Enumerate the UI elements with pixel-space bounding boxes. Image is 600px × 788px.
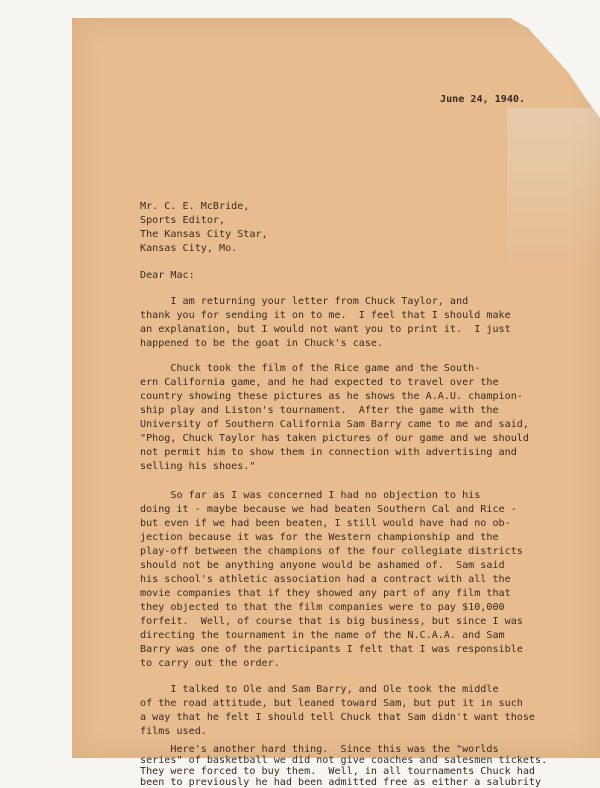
body-line: thank you for sending it on to me. I feel that I should make	[140, 310, 511, 321]
address-line: Sports Editor,	[140, 215, 226, 226]
body-line: doing it - maybe because we had beaten Southern Cal and Rice -	[140, 504, 517, 515]
body-line: to carry out the order.	[140, 658, 280, 669]
body-line: films used.	[140, 726, 207, 737]
body-line: They were forced to buy them. Well, in all tournaments Chuck had	[140, 766, 536, 777]
address-line: The Kansas City Star,	[140, 229, 268, 240]
body-line: directing the tournament in the name of the N.C.A.A. and Sam	[140, 630, 505, 641]
body-line: "Phog, Chuck Taylor has taken pictures of our game and we should	[140, 433, 529, 444]
body-line: I am returning your letter from Chuck Taylor, and	[140, 296, 469, 307]
body-line: Barry was one of the participants I felt that I was responsible	[140, 644, 523, 655]
body-line: University of Southern California Sam Barry came to me and said,	[140, 419, 529, 430]
address-line: Kansas City, Mo.	[140, 243, 238, 254]
body-line: jection because it was for the Western championship and the	[140, 532, 499, 543]
body-line: movie companies that if they showed any part of any film that	[140, 588, 511, 599]
body-line: play-off between the champions of the four collegiate districts	[140, 546, 523, 557]
body-line: should not be anything anyone would be ashamed of. Sam said	[140, 560, 505, 571]
body-line: country showing these pictures as he shows the A.A.U. champion-	[140, 391, 523, 402]
body-line: forfeit. Well, of course that is big business, but since I was	[140, 616, 523, 627]
body-line: his school's athletic association had a contract with all the	[140, 574, 511, 585]
body-line: I talked to Ole and Sam Barry, and Ole took the middle	[140, 684, 499, 695]
body-line: series" of basketball we did not give coaches and salesmen tickets.	[140, 755, 548, 766]
body-line: Here's another hard thing. Since this was the "worlds	[140, 744, 499, 755]
salutation: Dear Mac:	[140, 270, 195, 281]
body-line: but even if we had been beaten, I still would have had no ob-	[140, 518, 511, 529]
body-line: a way that he felt I should tell Chuck that Sam didn't want those	[140, 712, 536, 723]
address-line: Mr. C. E. McBride,	[140, 201, 250, 212]
body-line: Chuck took the film of the Rice game and the South-	[140, 363, 481, 374]
body-line: selling his shoes."	[140, 461, 256, 472]
body-line: happened to be the goat in Chuck's case.	[140, 338, 384, 349]
body-line: been to previously he had been admitted free as either a salubrity	[140, 777, 542, 788]
body-line: not permit him to show them in connection with advertising and	[140, 447, 517, 458]
body-line: ern California game, and he had expected to travel over the	[140, 377, 499, 388]
body-line: ship play and Liston's tournament. After the game with the	[140, 405, 499, 416]
letter-date: June 24, 1940.	[440, 94, 526, 105]
body-line: of the road attitude, but leaned toward Sam, but put it in such	[140, 698, 523, 709]
body-line: an explanation, but I would not want you to print it. I just	[140, 324, 511, 335]
body-line: So far as I was concerned I had no objection to his	[140, 490, 481, 501]
body-line: they objected to that the film companies were to pay $10,000	[140, 602, 505, 613]
